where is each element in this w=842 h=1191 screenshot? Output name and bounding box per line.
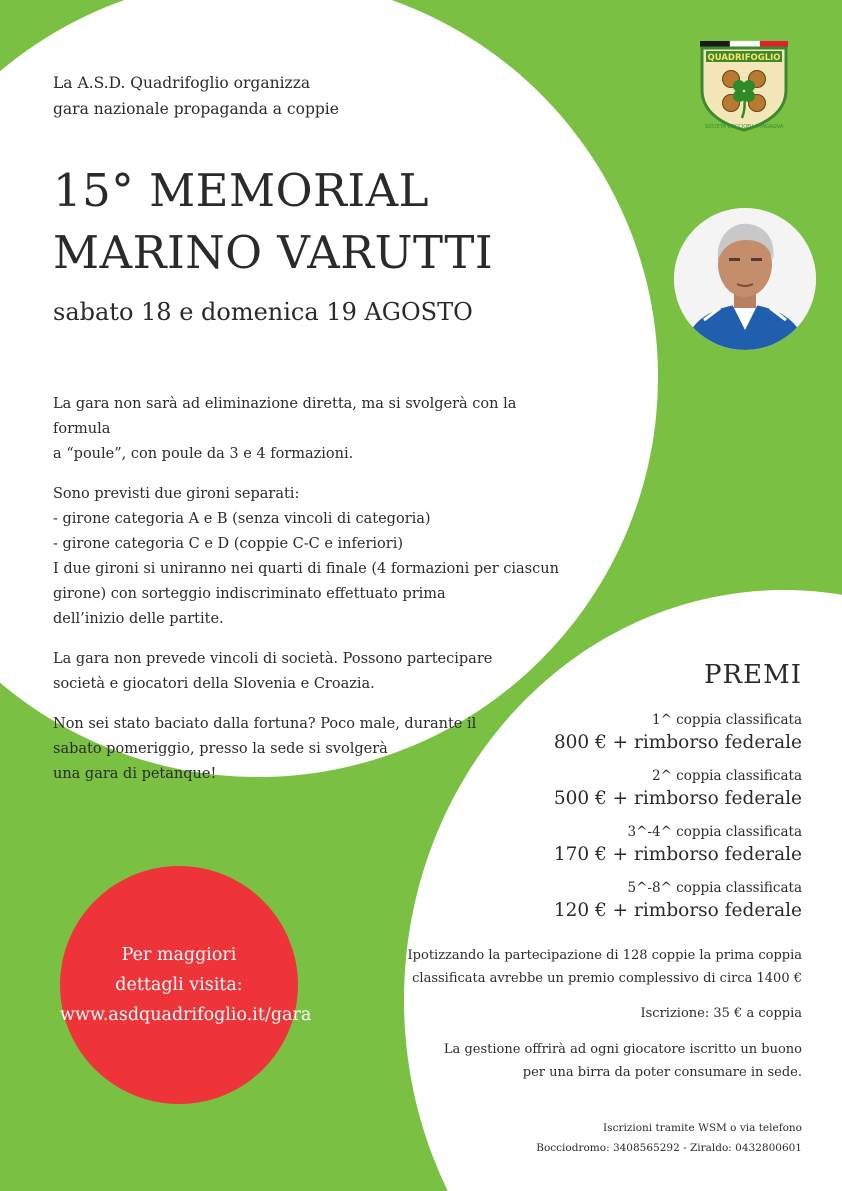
prize-label: 3^-4^ coppia classificata	[627, 824, 802, 840]
info-circle	[60, 866, 312, 1104]
prizes-list	[554, 710, 802, 934]
intro-line-1: La A.S.D. Quadrifoglio organizza	[53, 74, 311, 92]
website-link[interactable]: www.asdquadrifoglio.it/gara	[60, 1005, 312, 1025]
note-line: La gestione offrirà ad ogni giocatore iscritto un buono	[443, 1042, 802, 1057]
paragraph-gironi	[53, 482, 573, 632]
beer-voucher-note	[444, 1038, 802, 1084]
portrait-photo	[674, 208, 816, 350]
prize-item	[554, 878, 802, 924]
note-line: per una birra da poter consumare in sede.	[522, 1065, 802, 1080]
prize-item	[554, 822, 802, 868]
text-line: girone) con sorteggio indiscriminato effettuato prima	[53, 586, 446, 602]
contacts-line-2: Bocciodromo: 3408565292 - Ziraldo: 0432800601	[536, 1142, 802, 1154]
text-line: a “poule”, con poule da 3 e 4 formazioni.	[53, 446, 354, 462]
note-line: Ipotizzando la partecipazione di 128 coppie la prima coppia	[407, 948, 802, 963]
note-line: classificata avrebbe un premio complessivo di circa 1400 €	[412, 971, 802, 986]
event-date: sabato 18 e domenica 19 AGOSTO	[53, 298, 473, 326]
prize-item	[554, 710, 802, 756]
cta-line-2: dettagli visita:	[115, 975, 243, 995]
contacts-line-1: Iscrizioni tramite WSM o via telefono	[603, 1122, 802, 1134]
intro-line-2: gara nazionale propaganda a coppie	[53, 100, 339, 118]
prize-label: 5^-8^ coppia classificata	[627, 880, 802, 896]
paragraph-societa	[53, 647, 573, 697]
prize-amount: 170 € + rimborso federale	[553, 844, 802, 865]
contacts	[536, 1118, 802, 1158]
prize-amount: 800 € + rimborso federale	[553, 732, 802, 753]
paragraph-petanque	[53, 712, 573, 787]
event-description	[53, 392, 573, 802]
registration-fee: Iscrizione: 35 € a coppia	[640, 1006, 802, 1021]
text-line: - girone categoria C e D (coppie C-C e inferiori)	[53, 536, 403, 552]
text-line: La gara non sarà ad eliminazione diretta, ma si svolgerà con la formula	[53, 396, 517, 437]
title-line-1: 15° MEMORIAL	[53, 164, 429, 217]
text-line: La gara non prevede vincoli di società. Possono partecipare	[53, 651, 493, 667]
text-line: I due gironi si uniranno nei quarti di finale (4 formazioni per ciascun	[53, 561, 559, 577]
prize-item	[554, 766, 802, 812]
prize-label: 2^ coppia classificata	[651, 768, 802, 784]
text-line: una gara di petanque!	[53, 766, 217, 782]
prize-estimate-note	[408, 944, 802, 990]
prizes-heading: PREMI	[704, 660, 802, 690]
text-line: dell’inizio delle partite.	[53, 611, 224, 627]
text-line: sabato pomeriggio, presso la sede si svolgerà	[53, 741, 388, 757]
logo-ring-text: SOCIETÀ BOCCIOFILA FAGAGNA	[704, 124, 784, 130]
logo-name-text: QUADRIFOGLIO	[707, 53, 781, 63]
cta-line-1: Per maggiori	[121, 945, 237, 965]
text-line: Non sei stato baciato dalla fortuna? Poco male, durante il	[53, 716, 477, 732]
text-line: - girone categoria A e B (senza vincoli di categoria)	[53, 511, 431, 527]
prize-amount: 500 € + rimborso federale	[553, 788, 802, 809]
prize-amount: 120 € + rimborso federale	[553, 900, 802, 921]
intro	[53, 70, 339, 122]
title-line-2: MARINO VARUTTI	[53, 226, 494, 279]
prize-label: 1^ coppia classificata	[651, 712, 802, 728]
paragraph-format	[53, 392, 573, 467]
quadrifoglio-logo	[698, 40, 790, 132]
text-line: società e giocatori della Slovenia e Croazia.	[53, 676, 375, 692]
text-line: Sono previsti due gironi separati:	[53, 486, 300, 502]
event-title	[53, 160, 493, 284]
